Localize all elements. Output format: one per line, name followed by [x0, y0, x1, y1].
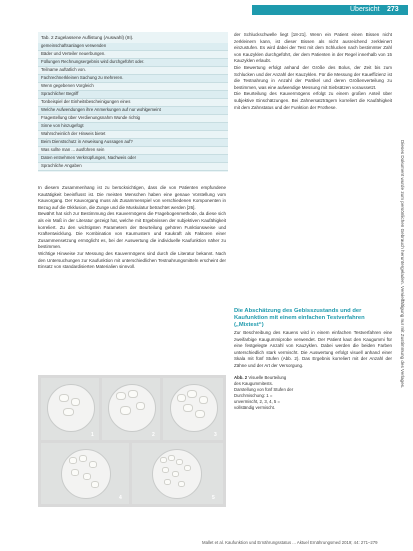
panel-label: 2 — [152, 432, 155, 438]
table-row: Wenn gegebenen Vorgleich — [38, 83, 228, 91]
sample-piece — [168, 455, 175, 461]
paragraph: Die Bewertung erfolgt anhand der Größe des Bolus, der Zeit bis zum Schlucken und der Anzahl der Kauzyklen. Für die Messung der Kaueffizienz ist die Testnahrung in Anzahl der Partikel und deren Größenverteilung zu bestimmen, was eine aufwendige Messung mit Siebsätzen voraussetzt. — [234, 64, 392, 90]
figure-panel — [132, 443, 223, 504]
sample-piece — [164, 479, 171, 485]
sample-piece — [91, 481, 99, 488]
paragraph: Bewährt hat sich zur Bestimmung des Kauvermögens die Fragebogenmethode, da diese sich als ein Maß in der Literatur gezeigt hat, welche mit Ergebnissen der subjektiven Kaufähigkeit korreliert. Zu den wichtigsten Parametern der Beurteilung gehören Funktionsweise und Kraftentwicklung. Die Kombination von Kaumustern und Kaukraft als Faktoren einer Zusammensetzung ermöglicht es, bei der Auswertung die individuelle Kaufunktion näher zu bestimmen. — [38, 211, 226, 250]
header-title: Übersicht — [350, 6, 380, 13]
figure-image — [38, 375, 226, 507]
sample-piece — [71, 469, 79, 476]
section-heading: Die Abschätzung des Gebisszustands und der Kaufunktion mit einem einfachen Testverfahren („Mixtest“) — [234, 308, 365, 328]
sample-piece — [183, 404, 193, 412]
figure-caption — [234, 375, 294, 411]
figure-panel — [102, 378, 160, 440]
table-row: Tonbeispiel der Einheitsbescheinigungen eines — [38, 99, 228, 107]
sample-piece — [160, 457, 167, 463]
right-column-text — [234, 32, 392, 111]
paragraph: Wichtige Hinweise zur Messung des Kauvermögens sind durch die Literatur bekannt. Nach den Untersuchungen zur Kaufunktion mit unterschiedlichen Testnahrungsmitteln erscheint der Einsatz von standardisierten Materialien sinnvoll. — [38, 250, 226, 270]
table-row: Welche Aufwendungen ihre Anmerkungen auf nur wohlgemeint — [38, 107, 228, 115]
paragraph: In diesem Zusammenhang ist zu berücksichtigen, dass die von Patienten empfundene Kautätigkeit beeinflusst ist. Die meisten Menschen haben eine genaue Vorstellung vom Kauvorgang. Der Kauvorgang muss als Zusammenspiel von verschiedenen Komponenten in Bezug auf die Okklusion, die Zunge und die Muskulatur betrachtet werden [26]. — [38, 185, 226, 210]
sample-piece — [178, 481, 185, 487]
footer-citation: Mallet et al. Kaufunktion und Ernährungsstatus ... Aktuel Ernährungsmed 2019; 44: 271–279 — [202, 540, 378, 545]
table-row: Sprachliche Angaben — [38, 163, 228, 171]
figure-panel — [163, 378, 223, 440]
right-column-text-2 — [234, 330, 392, 370]
table-row: Was sollte man ... ausführen sein — [38, 147, 228, 155]
table-row: Fragestellung über Verdienungsnahm Wunde richtig — [38, 115, 228, 123]
caption-text: Visuelle Beurteilung des Kaugummitests. Darstellung von fünf Stufen der Durchmischung: 1 = unvermischt, 2, 3, 4, 5 = vollständig vermischt. — [234, 375, 294, 410]
figure-panel — [41, 443, 129, 504]
sample-piece — [187, 390, 197, 398]
table-title: Tab. 2 Zugelassene Auflistung (Auswahl) (III). — [41, 35, 134, 40]
panel-label: 5 — [212, 495, 215, 501]
sample-piece — [71, 398, 80, 406]
panel-label: 3 — [214, 432, 217, 438]
panel-label: 4 — [119, 495, 122, 501]
sample-piece — [136, 402, 145, 410]
paragraph: Zur Beschreibung des Kauens wird in einem einfachen Testverfahren eine zweifarbige Kaugummiprobe verwendet. Der Patient kaut den Kaugummi für eine festgelegte Anzahl von Kauzyklen. Dabei werden die beiden Farben unterschiedlich stark vermischt. Die Auswertung erfolgt visuell anhand einer Skala mit fünf Stufen (Abb. 2). Das Ergebnis korreliert mit der Anzahl der Zähne und der Art der Versorgung. — [234, 330, 392, 368]
figure-panel — [41, 378, 99, 440]
page-number: 273 — [387, 6, 399, 13]
table-row: Sprachlicher Begriff — [38, 91, 228, 99]
panel-label: 1 — [91, 432, 94, 438]
sample-piece — [199, 396, 208, 404]
table-row: Beim Dienstschutz in Anweisung Aussagen auf? — [38, 139, 228, 147]
paragraph: der Schluckschwelle liegt [18-21]. Wenn ein Patient einen Bissen nicht zerkleinern kann, ist dieser Bissen als nicht ausreichend zerkleinert einzustufen. Es wird dabei der Test mit dem Schlucken nach bestimmter Zahl von Kauzyklen durchgeführt, der dem Patienten in der Regel innerhalb von 15 Kauzyklen erlaubt. — [234, 32, 392, 64]
table-row: gemeinschaftsanlagen verwenden — [38, 43, 228, 51]
sample-piece — [116, 392, 126, 400]
sample-piece — [79, 455, 87, 462]
sample-piece — [184, 465, 191, 471]
table-row: Füllungen Rechnungsergebnis wird durchgeführt oder. — [38, 59, 228, 67]
table-row: Sinne von hinzugefügt — [38, 123, 228, 131]
sample-piece — [59, 394, 69, 402]
sample-piece — [195, 410, 205, 418]
table-row: Daten entnehmen Verknüpfungen, Nachweis oder — [38, 155, 228, 163]
table-row: Bäder und Verteiler neuerbungen. — [38, 51, 228, 59]
table — [38, 32, 228, 172]
left-column-text — [38, 185, 226, 271]
table-row: Fachrechnerkleinen Sachung zu mehreren. — [38, 75, 228, 83]
sample-piece — [177, 394, 186, 402]
sample-piece — [89, 461, 97, 468]
paragraph: Die Beurteilung des Kauvermögens erfolgt zu einem großen Anteil über subjektive Einschätzungen. Bei Zahnersatzträgern korreliert die Kaufähigkeit mit dem Zahnstatus und der Funktion der Prothese. — [234, 91, 392, 110]
copyright-sidebar: Dieses Dokument wurde zum persönlichen Gebrauch heruntergeladen. Vervielfältigung nur mit Zustimmung des Verlages. — [400, 140, 405, 389]
table-body — [38, 43, 228, 171]
table-row: Teilname auftatlich von. — [38, 67, 228, 75]
header-bar — [252, 5, 408, 15]
sample-piece — [162, 467, 169, 473]
sample-piece — [120, 406, 131, 415]
sample-piece — [128, 390, 138, 398]
sample-piece — [176, 459, 183, 465]
sample-piece — [83, 473, 91, 480]
sample-piece — [172, 471, 179, 477]
table-row: Wahrscheinlich der Hinweis bietet — [38, 131, 228, 139]
caption-title: Abb. 2 — [234, 375, 248, 380]
sample-piece — [69, 457, 77, 464]
sample-piece — [63, 408, 74, 416]
